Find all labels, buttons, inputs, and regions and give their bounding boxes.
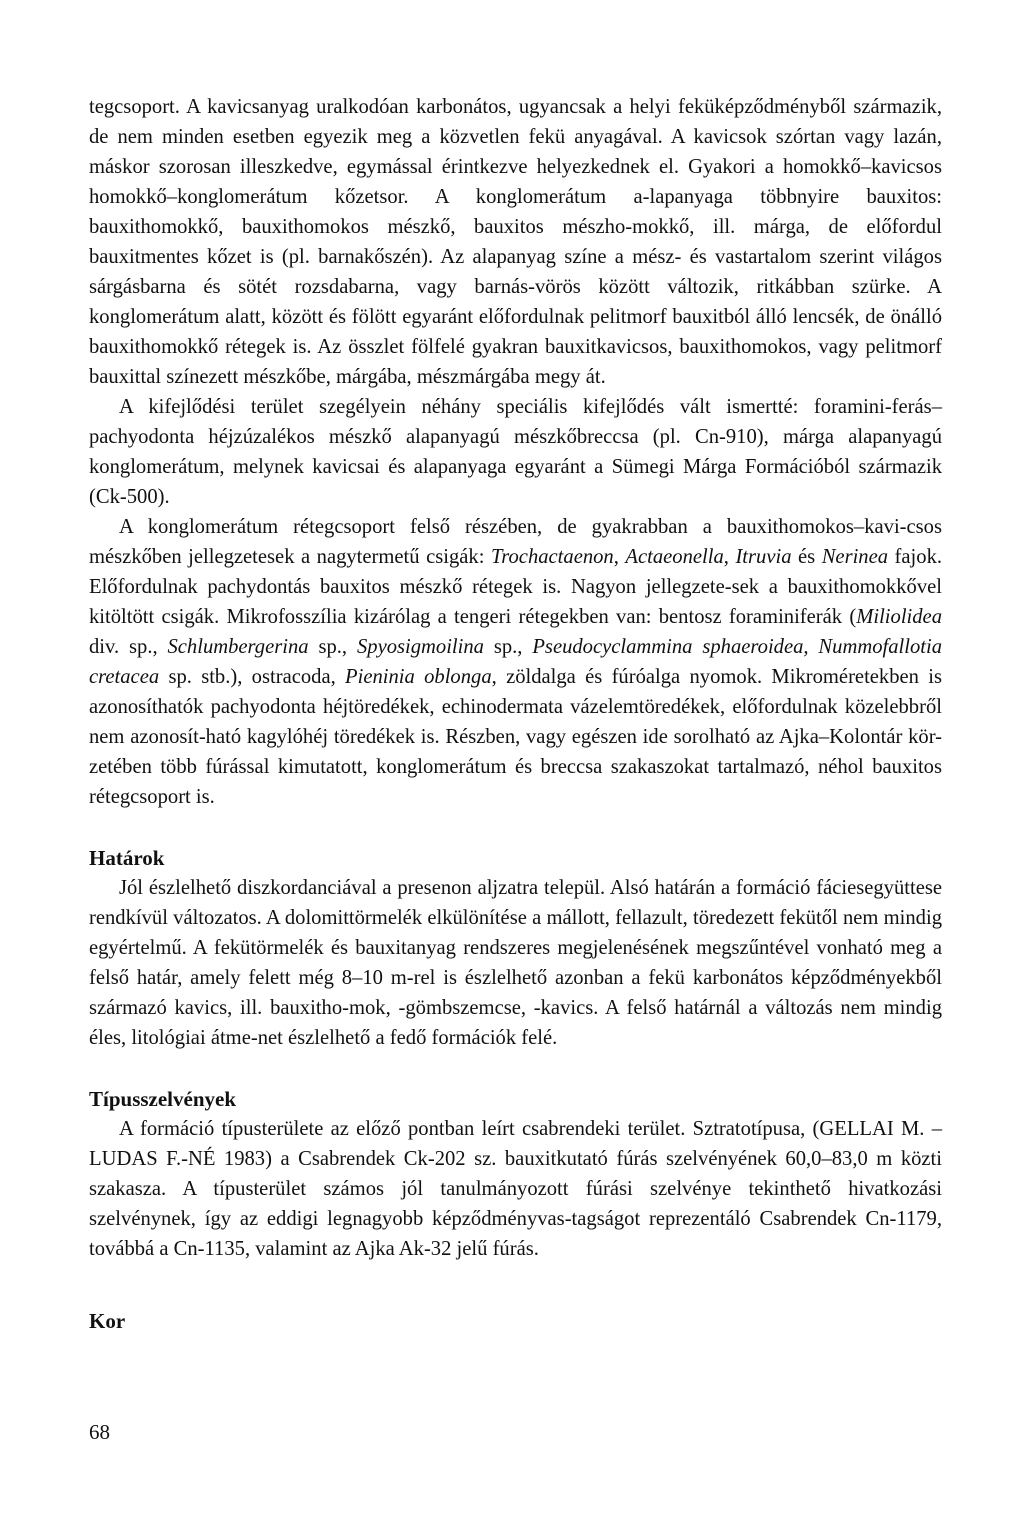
section-heading-hatarok: Határok bbox=[89, 846, 165, 870]
text-run: fajok. Előfordulnak pachydontás bauxitos mészkő rétegek is. Nagyon jellegzete-sek a bauxithomokkővel kitöltött csigák. Mikrofosszília kizárólag a tengeri rétegekben van: bentosz foraminiferák ( bbox=[89, 546, 943, 628]
taxon-name: Itruvia bbox=[735, 546, 792, 568]
taxon-name: Trochactaenon bbox=[490, 546, 614, 568]
section-text-hatarok: Jól észlelhető diszkordanciával a presenon aljzatra települ. Alsó határán a formáció fáciesegyüttese rendkívül változatos. A dolomittörmelék elkülönítése a mállott, fellazult, töredezett fekütől nem mindig egyértelmű. A fekütörmelék és bauxitanyag rendszeres megjelenésének megszűntével vonható meg a felső határ, amely felett még 8–10 m-rel is észlelhető azonban a fekü karbonátos képződményekből származó kavics, ill. bauxitho-mok, -gömbszemcse, -kavics. A felső határnál a változás nem mindig éles, litológiai átme-net észlelhető a fedő formációk felé. bbox=[89, 877, 942, 1049]
taxon-name: Spyosigmoilina bbox=[356, 636, 484, 658]
text-run: A konglomerátum rétegcsoport felső részében, de gyakrabban a bauxithomokos–kavi-csos mészkőben jellegzetesek a nagytermetű csigák: bbox=[89, 516, 942, 568]
page-number: 68 bbox=[89, 1420, 110, 1444]
taxon-name: Pieninia oblonga bbox=[345, 666, 492, 688]
taxon-name: Miliolidea bbox=[856, 606, 942, 628]
text-run: , zöldalga és fúróalga nyomok. Mikroméretekben is azonosíthatók pachyodonta héjtöredékek, echinodermata vázelemtöredékek, előfordulnak közelebbről nem azonosít-ható kagylóhéj töredékek is. Részben, vagy egészen ide sorolható az Ajka–Kolontár kör-zetében több fúrással kimutatott, konglomerátum és breccsa szakaszokat tartalmazó, néhol bauxitos rétegcsoport is. bbox=[89, 666, 943, 808]
text-run: és bbox=[791, 546, 822, 568]
text-run: sp. stb.), ostracoda, bbox=[159, 666, 346, 688]
text-run: , bbox=[613, 546, 626, 568]
taxon-name: Nerinea bbox=[821, 546, 889, 568]
text-run: div. sp., bbox=[89, 636, 168, 658]
section-text-tipusszelvenyek: A formáció típusterülete az előző pontban leírt csabrendeki terület. Sztratotípusa, (GELLAI M. – LUDAS F.-NÉ 1983) a Csabrendek Ck-202 sz. bauxitkutató fúrás szelvényének 60,0–83,0 m közti szakasza. A típusterület számos jól tanulmányozott fúrási szelvénye tekinthető hivatkozási szelvénynek, így az eddigi legnagyobb képződményvas-tagságot reprezentáló Csabrendek Cn-1179, továbbá a Cn-1135, valamint az Ajka Ak-32 jelű fúrás. bbox=[89, 1118, 942, 1260]
text-run: , bbox=[723, 546, 736, 568]
page-body bbox=[89, 92, 942, 1336]
paragraph-special-facies: A kifejlődési terület szegélyein néhány speciális kifejlődés vált ismertté: foramini-ferás–pachyodonta héjzúzalékos mészkő alapanyagú mészkőbreccsa (pl. Cn-910), márga alapanyagú konglomerátum, melynek kavicsai és alapanyaga egyaránt a Sümegi Márga Formációból származik (Ck-500). bbox=[89, 396, 942, 508]
text-run: sp., bbox=[483, 636, 533, 658]
paragraph-continuation: tegcsoport. A kavicsanyag uralkodóan karbonátos, ugyancsak a helyi feküképződményből származik, de nem minden esetben egyezik meg a közvetlen fekü anyagával. A kavicsok szórtan vagy lazán, máskor szorosan illeszkedve, egymással érintkezve helyezkednek el. Gyakori a homokkő–kavicsos homokkő–konglomerátum kőzetsor. A konglomerátum a-lapanyaga többnyire bauxitos: bauxithomokkő, bauxithomokos mészkő, bauxitos mészho-mokkő, ill. márga, de előfordul bauxitmentes kőzet is (pl. barnakőszén). Az alapanyag színe a mész- és vastartalom szerint világos sárgásbarna és sötét rozsdabarna, vagy barnás-vörös között változik, ritkábban szürke. A konglomerátum alatt, között és fölött egyaránt előfordulnak pelitmorf bauxitból álló lencsék, de önálló bauxithomokkő rétegek is. Az összlet fölfelé gyakran bauxitkavicsos, bauxithomokos, vagy pelitmorf bauxittal színezett mészkőbe, márgába, mészmárgába megy át. bbox=[89, 96, 942, 388]
taxon-name: Actaeonella bbox=[625, 546, 724, 568]
section-heading-tipusszelvenyek: Típusszelvények bbox=[89, 1087, 237, 1111]
text-run: sp., bbox=[308, 636, 357, 658]
taxon-name: Pseudocyclammina sphaeroidea, Nummofallotia cretacea bbox=[89, 636, 942, 688]
paragraph-fossils bbox=[89, 512, 942, 812]
taxon-name: Schlumbergerina bbox=[167, 636, 309, 658]
section-heading-kor: Kor bbox=[89, 1309, 126, 1333]
